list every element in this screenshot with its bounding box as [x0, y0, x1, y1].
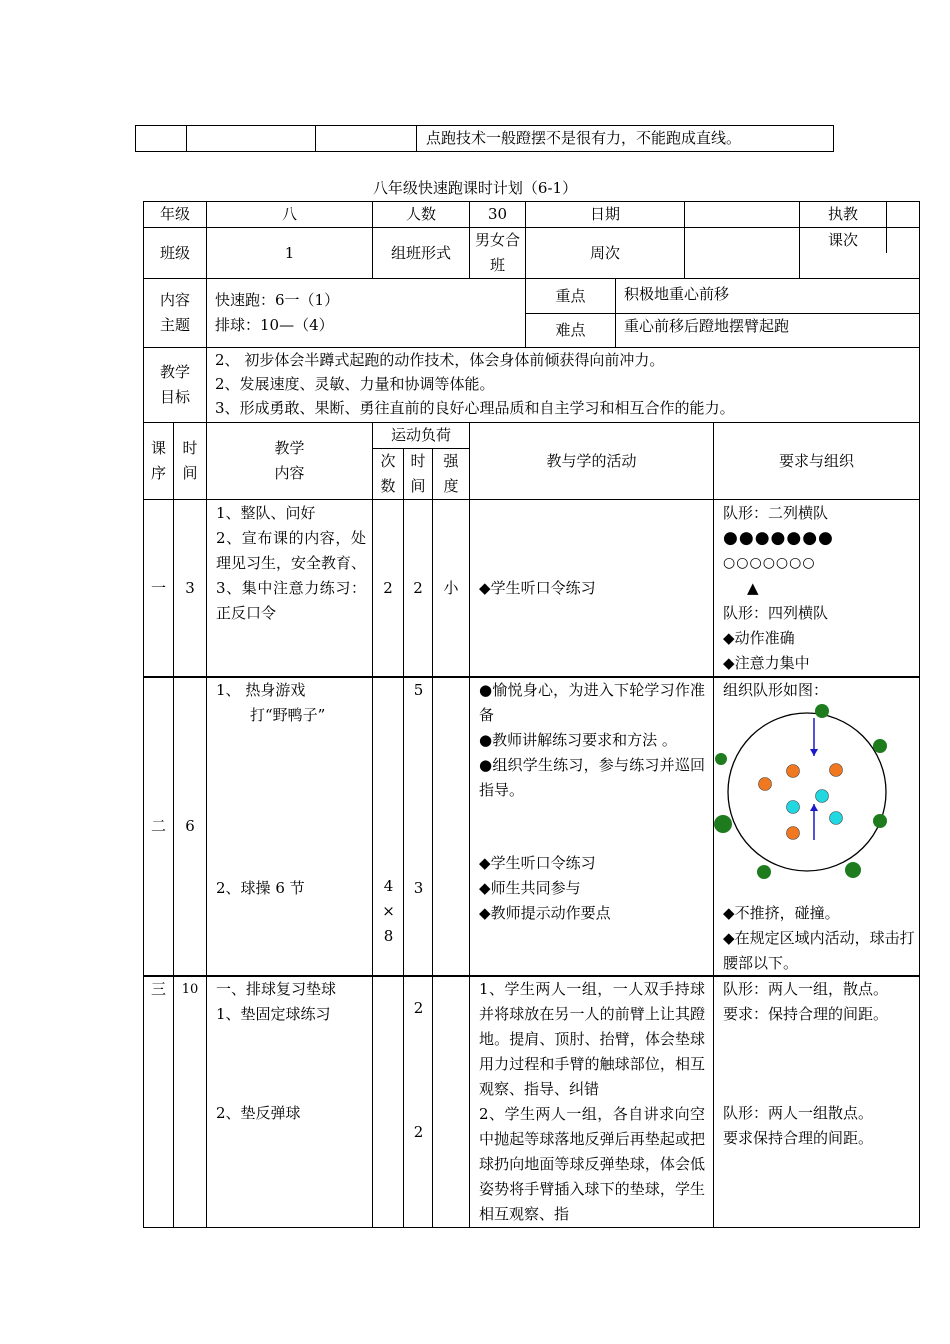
content-topic-1: 快速跑：6一（1）	[215, 291, 340, 309]
key-label: 重点	[526, 279, 616, 313]
formation-label: 队形：两人一组散点。	[723, 1104, 874, 1122]
dodger-dot-icon	[787, 827, 800, 840]
col-dur-2: 间	[410, 477, 426, 495]
goals-label	[144, 348, 207, 423]
activity-item: ◆学生听口令练习	[479, 854, 596, 872]
col-time-2: 间	[182, 464, 198, 482]
col-intensity	[433, 449, 470, 500]
previous-table-fragment	[135, 125, 834, 152]
section2-activity	[470, 677, 714, 976]
activity-item: 2、学生两人一组，各自讲求向空中抛起等球落地反弹后再垫起或把球扔向地面等球反弹垫球，体会低姿势将手臂插入球下的垫球，学生相互观察、指	[479, 1105, 706, 1223]
col-dur-1: 时	[410, 452, 426, 470]
section2-duration-1: 5	[413, 681, 424, 699]
activity-item: ●教师讲解练习要求和方法 。	[479, 731, 677, 749]
col-time	[174, 423, 207, 500]
difficulty-label: 难点	[526, 314, 616, 347]
thrower-dot-icon	[873, 814, 887, 828]
grade-value: 八	[207, 202, 373, 228]
col-load: 运动负荷	[373, 423, 470, 449]
requirement-item: 要求保持合理的间距。	[723, 1129, 874, 1147]
col-seq-2: 序	[150, 464, 166, 482]
teacher-value	[887, 202, 919, 227]
thrower-dot-icon	[757, 865, 771, 879]
fragment-cell-2	[187, 126, 316, 152]
activity-item: ◆教师提示动作要点	[479, 904, 611, 922]
formation-row-empty: ○○○○○○○	[723, 555, 816, 571]
class-label: 班级	[144, 228, 207, 279]
thrower-dot-icon	[845, 862, 861, 878]
section3-duration	[404, 976, 433, 1228]
count-value: 30	[470, 202, 526, 228]
thrower-dot-icon	[715, 753, 727, 765]
section1-time: 3	[174, 500, 207, 678]
col-times-2: 数	[380, 477, 396, 495]
section2-duration	[404, 677, 433, 976]
section1-seq: 一	[144, 500, 174, 678]
fragment-cell-1	[136, 126, 187, 152]
teacher-label: 执教	[800, 202, 887, 227]
section2-content-1b: 打“野鸭子”	[250, 706, 326, 724]
col-activity: 教与学的活动	[470, 423, 714, 500]
section2-content-2: 2、球操 6 节	[216, 879, 305, 897]
lesson-cell	[800, 228, 920, 279]
section3-content-1: 一、排球复习垫球	[216, 980, 337, 998]
activity-item: 1、学生两人一组，一人双手持球并将球放在另一人的前臂上让其蹬地。提肩、顶肘、抬臂，体会垫球用力过程和手臂的触球部位，相互观察、指导、纠错	[479, 980, 706, 1098]
section1-content	[207, 500, 373, 678]
requirement-item: 要求：保持合理的间距。	[723, 1005, 889, 1023]
section3-intensity	[433, 976, 470, 1228]
section2-times	[373, 677, 404, 976]
goal-item: 2、发展速度、灵敏、力量和协调等体能。	[215, 375, 495, 393]
col-times-1: 次	[380, 452, 396, 470]
section2-seq: 二	[144, 677, 174, 976]
week-value	[685, 228, 800, 279]
section2-times-b: ×	[382, 902, 395, 920]
formation-row-filled: ●●●●●●●	[723, 528, 834, 548]
thrower-dot-icon	[815, 704, 829, 718]
dodger-dot-icon	[830, 812, 843, 825]
requirement-item: ◆动作准确	[723, 629, 795, 647]
section1-duration: 2	[404, 500, 433, 678]
arrow-head-icon	[810, 804, 818, 811]
week-label: 周次	[526, 228, 685, 279]
teacher-triangle-icon: ▲	[747, 579, 759, 597]
page-title: 八年级快速跑课时计划（6-1）	[372, 179, 578, 197]
section3-content-2: 1、垫固定球练习	[216, 1005, 331, 1023]
section3-seq: 三	[144, 976, 174, 1228]
formation-label-2: 队形：四列横队	[723, 604, 829, 622]
activity-item: ◆师生共同参与	[479, 879, 581, 897]
section3-org	[714, 976, 920, 1228]
section1-activity: ◆学生听口令练习	[470, 500, 714, 678]
section3-content-3: 2、垫反弹球	[216, 1104, 301, 1122]
form-label: 组班形式	[373, 228, 470, 279]
section3-activity	[470, 976, 714, 1228]
arrow-head-icon	[810, 749, 818, 756]
dodger-dot-icon	[830, 764, 843, 777]
formation-label: 队形：两人一组，散点。	[723, 980, 889, 998]
count-label: 人数	[373, 202, 470, 228]
section2-content	[207, 677, 373, 976]
section3-time: 10	[174, 976, 207, 1228]
section3-times	[373, 976, 404, 1228]
content-label	[144, 279, 207, 348]
grade-label: 年级	[144, 202, 207, 228]
lesson-label: 课次	[800, 228, 887, 253]
lesson-plan-table	[143, 201, 920, 1228]
dodger-dot-icon	[787, 801, 800, 814]
col-content-2: 内容	[274, 464, 305, 482]
teacher-cell	[800, 202, 920, 228]
activity-item: ●愉悦身心，为进入下轮学习作准备	[479, 681, 706, 724]
goal-item: 2、 初步体会半蹲式起跑的动作技术，体会身体前倾获得向前冲力。	[215, 351, 665, 369]
col-content	[207, 423, 373, 500]
date-label: 日期	[526, 202, 685, 228]
form-value: 男女合班	[470, 228, 526, 279]
requirement-item: ◆不推挤，碰撞。	[723, 904, 840, 922]
content-label-1: 内容	[160, 291, 191, 309]
key-value: 积极地重心前移	[624, 285, 730, 303]
formation-diagram-label: 组织队形如图：	[723, 681, 829, 699]
col-content-1: 教学	[274, 439, 305, 457]
goal-item: 3、形成勇敢、果断、勇往直前的良好心理品质和自主学习和相互合作的能力。	[215, 399, 735, 417]
section1-org	[714, 500, 920, 678]
section2-time: 6	[174, 677, 207, 976]
dodger-dot-icon	[787, 765, 800, 778]
col-seq	[144, 423, 174, 500]
section1-intensity: 小	[433, 500, 470, 678]
section1-times: 2	[373, 500, 404, 678]
content-label-2: 主题	[160, 316, 191, 334]
date-value	[685, 202, 800, 228]
key-difficulty-cell	[526, 279, 920, 348]
goals-label-2: 目标	[160, 388, 191, 406]
playing-area-circle	[728, 713, 886, 871]
section3-content	[207, 976, 373, 1228]
section2-times-c: 8	[383, 927, 394, 945]
col-duration	[404, 449, 433, 500]
requirement-item: ◆注意力集中	[723, 654, 810, 672]
section2-org	[714, 677, 920, 976]
thrower-dot-icon	[714, 815, 732, 833]
fragment-cell-3	[316, 126, 417, 152]
col-int-2: 度	[443, 477, 459, 495]
lesson-value	[887, 228, 919, 253]
content-topics	[207, 279, 526, 348]
difficulty-value: 重心前移后蹬地摆臂起跑	[624, 317, 790, 335]
content-topic-2: 排球：10—（4）	[215, 316, 334, 334]
dodger-dot-icon	[816, 790, 829, 803]
section2-duration-2: 3	[413, 879, 424, 897]
activity-item: ●组织学生练习，参与练习并巡回指导。	[479, 756, 706, 799]
section2-intensity	[433, 677, 470, 976]
formation-label: 队形：二列横队	[723, 504, 829, 522]
col-org: 要求与组织	[714, 423, 920, 500]
section3-duration-1: 2	[413, 999, 424, 1017]
goals-label-1: 教学	[160, 363, 191, 381]
col-times	[373, 449, 404, 500]
requirement-item: ◆在规定区域内活动，球击打腰部以下。	[723, 929, 915, 972]
class-value: 1	[207, 228, 373, 279]
thrower-dot-icon	[873, 739, 887, 753]
fragment-text: 点跑技术一般蹬摆不是很有力，不能跑成直线。	[417, 126, 834, 152]
section1-content-line: 3、集中注意力练习：正反口令	[216, 579, 367, 622]
section1-content-line: 1、整队、问好	[216, 504, 316, 522]
section2-times-a: 4	[383, 877, 394, 895]
section1-content-line: 2、宣布课的内容，处理见习生，安全教育、	[216, 529, 367, 572]
formation-diagram	[714, 700, 914, 880]
dodger-dot-icon	[759, 778, 772, 791]
col-time-1: 时	[182, 439, 198, 457]
section2-content-1: 1、 热身游戏	[216, 681, 306, 699]
col-seq-1: 课	[150, 439, 166, 457]
section3-duration-2: 2	[413, 1123, 424, 1141]
col-int-1: 强	[443, 452, 459, 470]
goals-list	[207, 348, 920, 423]
